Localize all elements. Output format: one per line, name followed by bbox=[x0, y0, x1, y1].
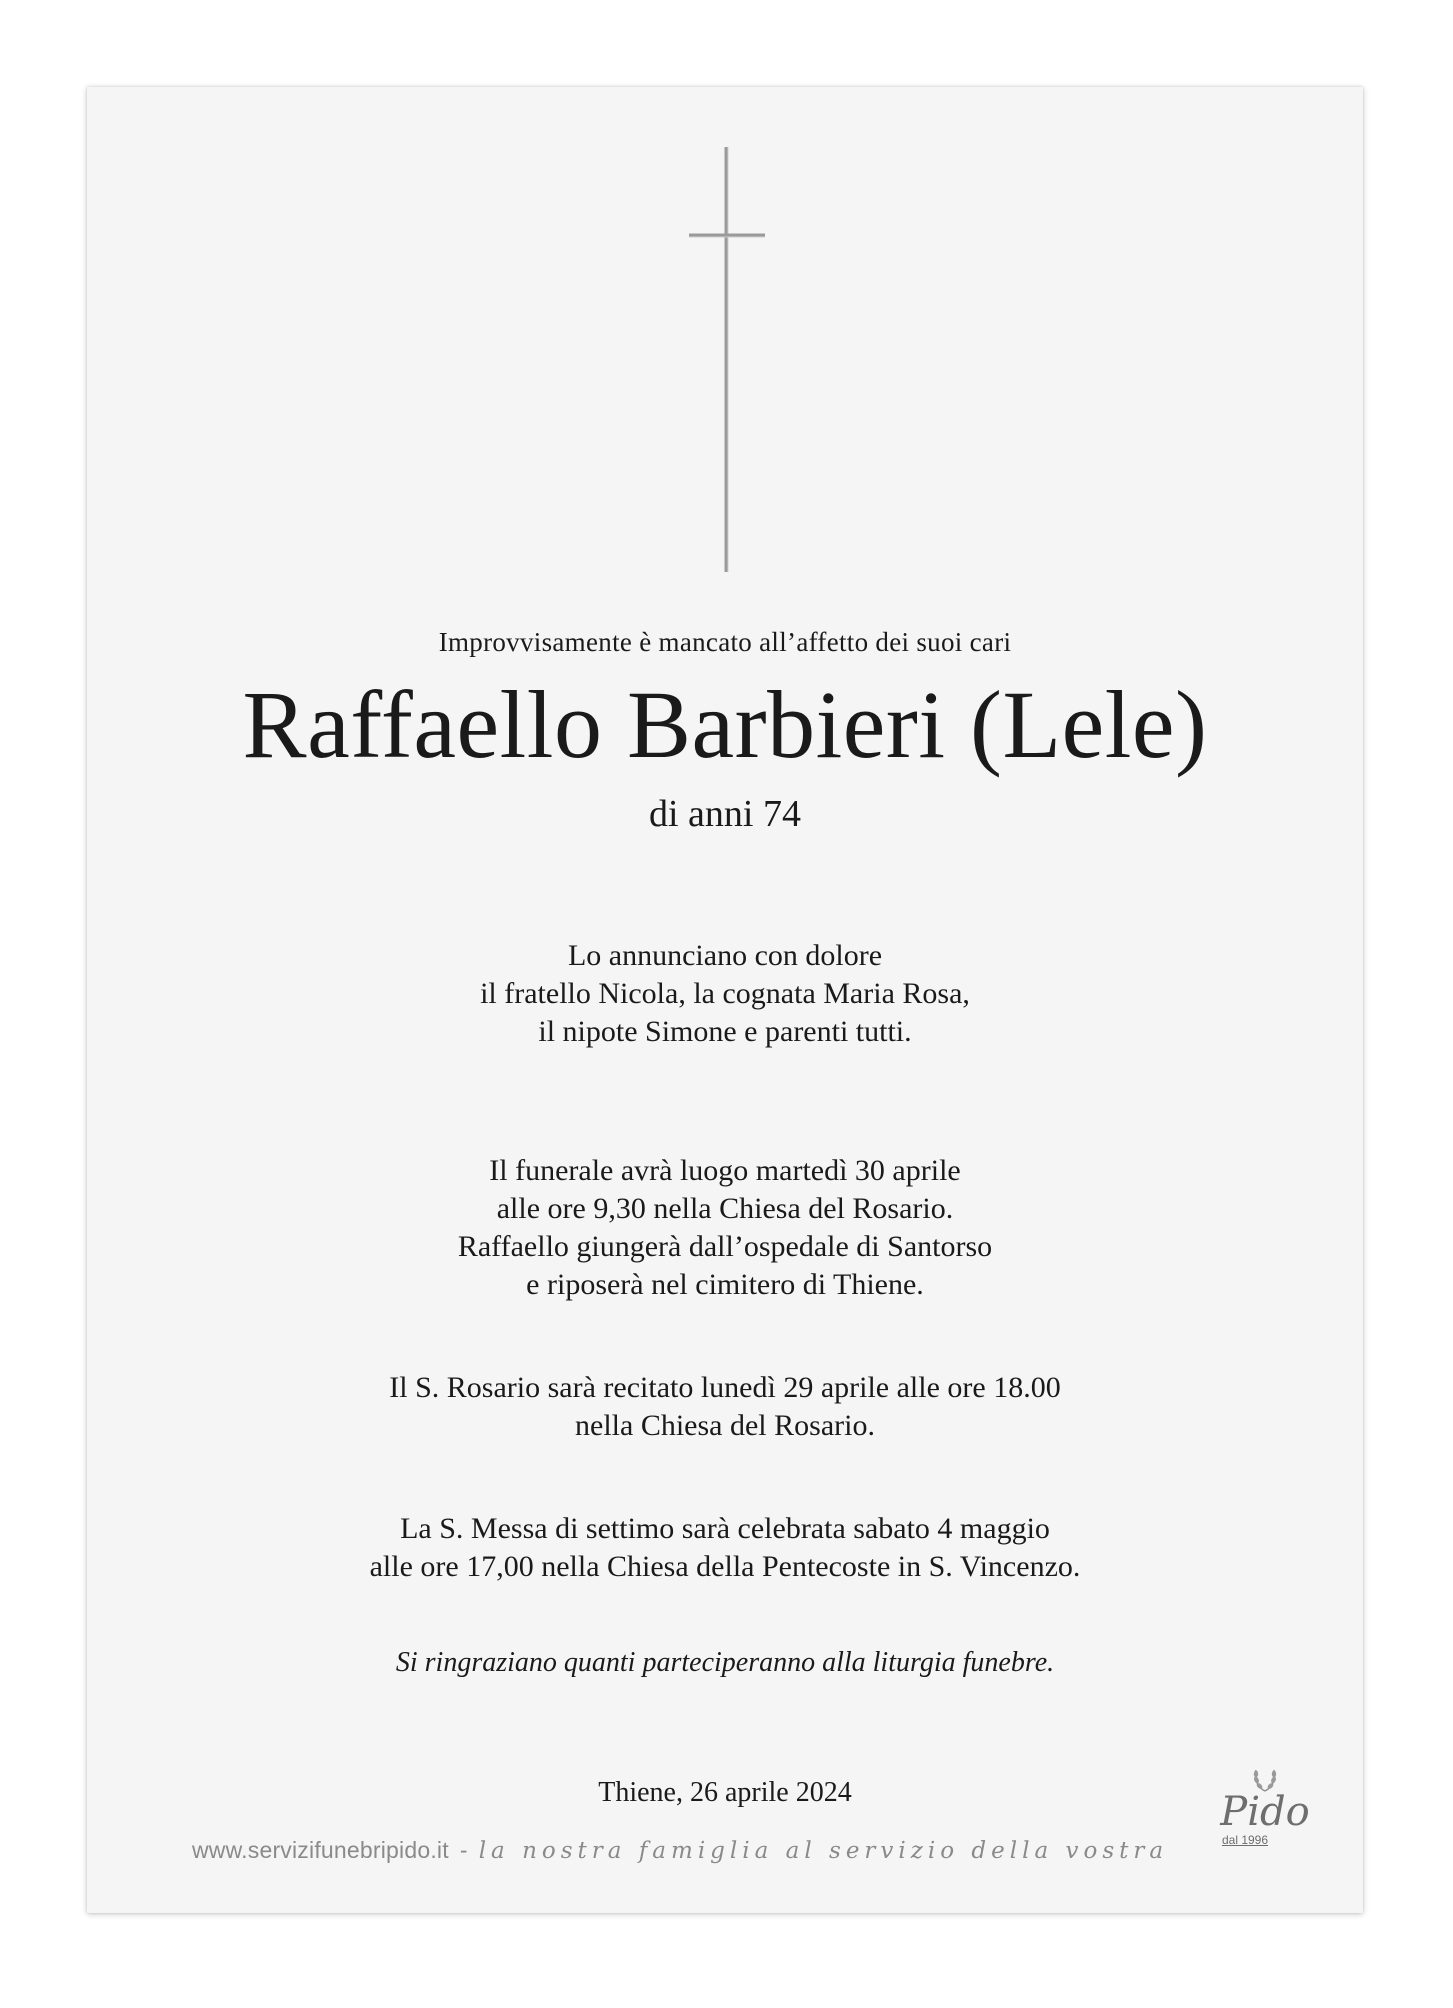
cross-icon bbox=[87, 147, 1363, 577]
funeral-line: Il funerale avrà luogo martedì 30 aprile bbox=[489, 1154, 961, 1187]
announcement-line: il fratello Nicola, la cognata Maria Rosa, bbox=[480, 977, 970, 1010]
footer-separator: - bbox=[459, 1837, 468, 1863]
funeral-line: Raffaello giungerà dall’ospedale di Santorso bbox=[457, 1230, 993, 1263]
logo-since: dal 1996 bbox=[1221, 1833, 1269, 1847]
rosario-line: nella Chiesa del Rosario. bbox=[575, 1409, 875, 1442]
deceased-name: Raffaello Barbieri (Lele) bbox=[242, 671, 1208, 778]
footer-motto: la nostra famiglia al servizio della vostra bbox=[478, 1838, 1169, 1864]
pido-logo bbox=[1205, 1767, 1325, 1877]
announcement-line: Lo annunciano con dolore bbox=[567, 939, 883, 972]
messa-paragraph bbox=[87, 1510, 1363, 1586]
obituary-sheet bbox=[87, 87, 1363, 1913]
funeral-line: e riposerà nel cimitero di Thiene. bbox=[526, 1268, 924, 1301]
thanks-text: Si ringraziano quanti parteciperanno alla liturgia funebre. bbox=[395, 1647, 1055, 1678]
age-text: di anni 74 bbox=[649, 793, 801, 835]
rosario-line: Il S. Rosario sarà recitato lunedì 29 aprile alle ore 18.00 bbox=[389, 1371, 1061, 1404]
logo-brand: Pido bbox=[1220, 1789, 1310, 1835]
announcement-line: il nipote Simone e parenti tutti. bbox=[538, 1015, 912, 1048]
intro-text: Improvvisamente è mancato all’affetto dei suoi cari bbox=[438, 627, 1012, 657]
website-link[interactable]: www.servizifunebripido.it bbox=[192, 1837, 449, 1863]
footer bbox=[192, 1837, 1168, 1864]
announcement-paragraph bbox=[87, 937, 1363, 1051]
funeral-paragraph bbox=[87, 1152, 1363, 1304]
messa-line: La S. Messa di settimo sarà celebrata sabato 4 maggio bbox=[400, 1512, 1050, 1545]
messa-line: alle ore 17,00 nella Chiesa della Pentecoste in S. Vincenzo. bbox=[369, 1550, 1081, 1583]
rosario-paragraph bbox=[87, 1369, 1363, 1445]
funeral-line: alle ore 9,30 nella Chiesa del Rosario. bbox=[496, 1192, 954, 1225]
dateline: Thiene, 26 aprile 2024 bbox=[598, 1777, 852, 1808]
